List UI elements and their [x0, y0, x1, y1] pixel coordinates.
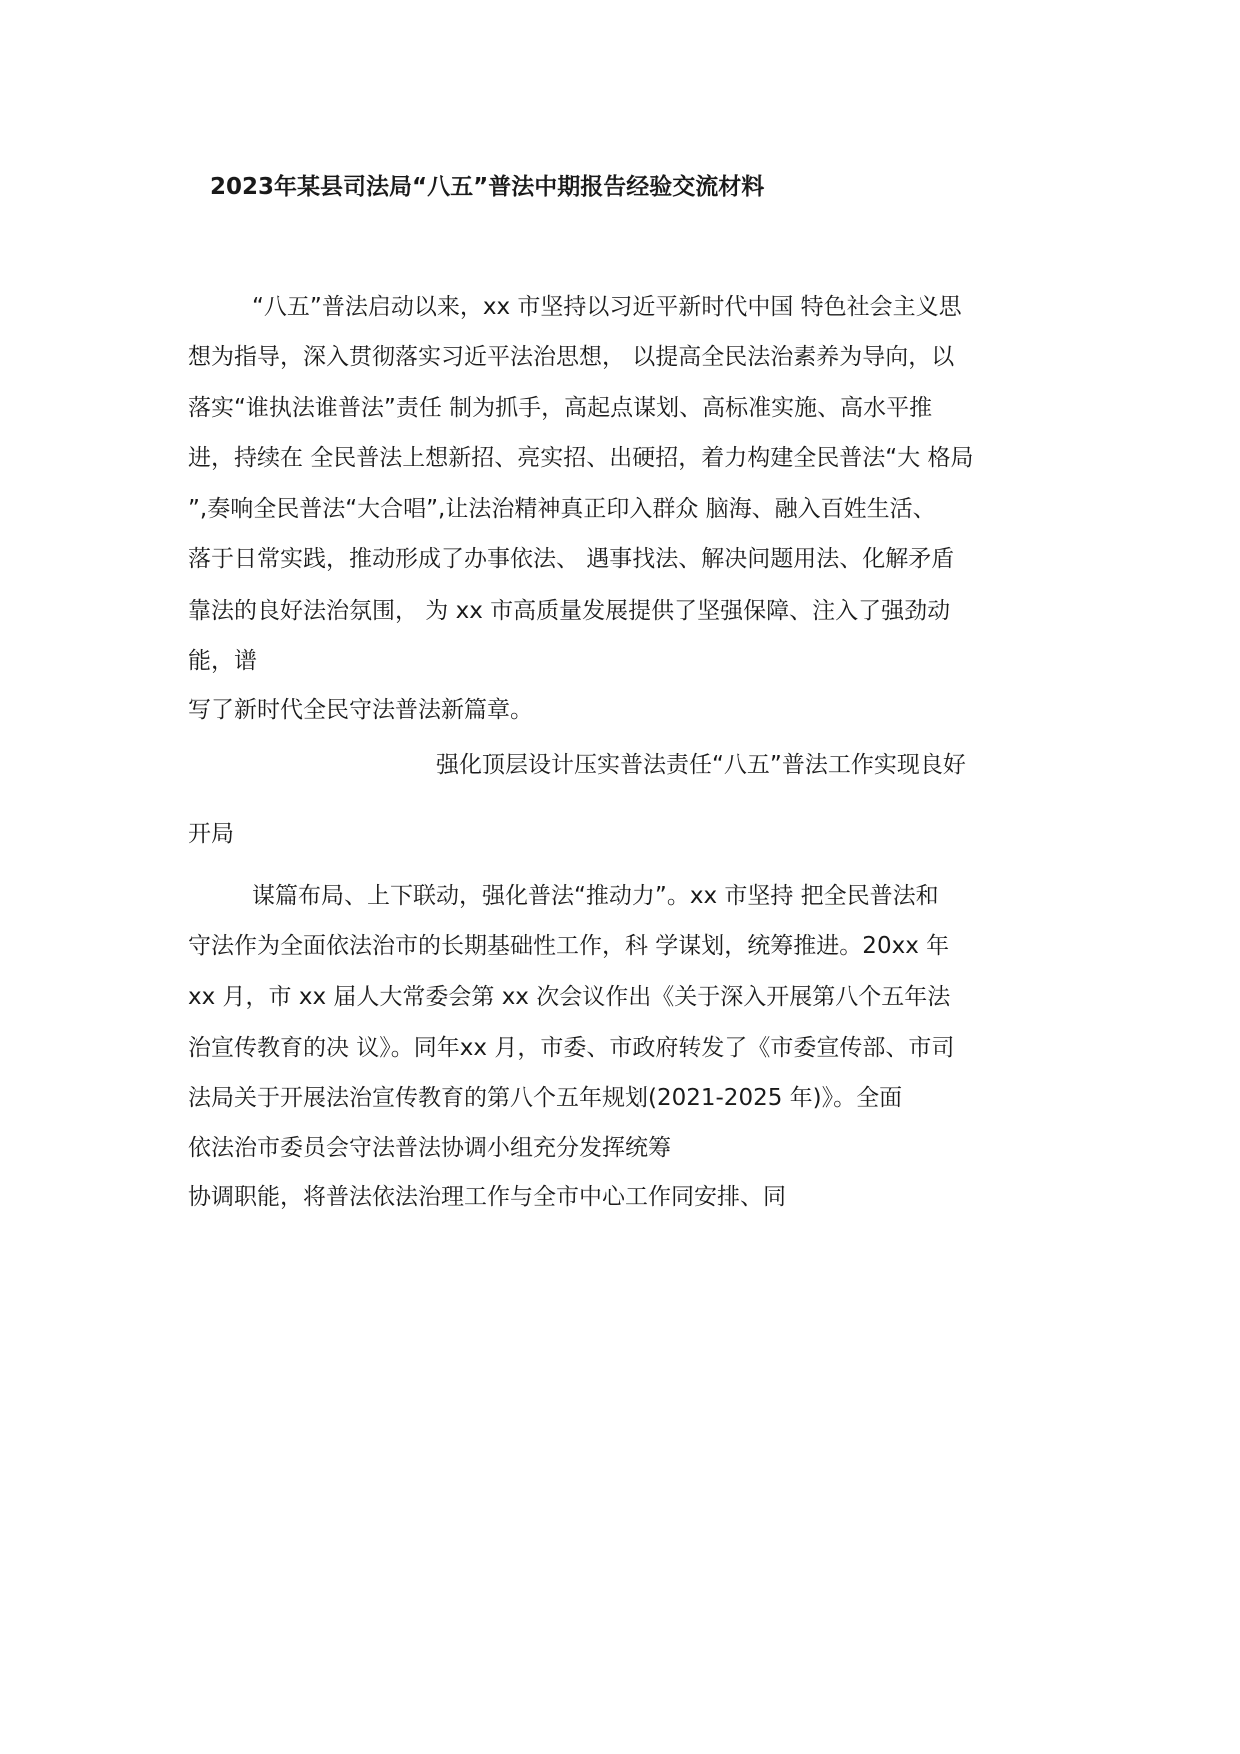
paragraph-1-line-6: 落于日常实践，推动形成了办事依法、 遇事找法、解决问题用法、化解矛盾 — [188, 546, 955, 572]
paragraph-2-line-4: 治宣传教育的决 议》。同年xx 月，市委、市政府转发了《市委宣传部、市司 — [188, 1035, 955, 1061]
paragraph-1-line-7: 靠法的良好法治氛围， 为 xx 市高质量发展提供了坚强保障、注入了强劲动 — [188, 598, 951, 624]
section-heading-line-2: 开局 — [188, 821, 234, 847]
document-title: 2023年某县司法局“八五”普法中期报告经验交流材料 — [210, 174, 765, 200]
paragraph-1-line-5: ”,奏响全民普法“大合唱”,让法治精神真正印入群众 脑海、融入百姓生活、 — [188, 496, 936, 522]
paragraph-1-line-4: 进，持续在 全民普法上想新招、亮实招、出硬招，着力构建全民普法“大 格局 — [188, 445, 974, 471]
paragraph-2-line-7: 协调职能，将普法依法治理工作与全市中心工作同安排、同 — [188, 1184, 786, 1210]
paragraph-2-line-2: 守法作为全面依法治市的长期基础性工作，科 学谋划，统筹推进。20xx 年 — [188, 933, 950, 959]
paragraph-2-line-1: 谋篇布局、上下联动，强化普法“推动力”。xx 市坚持 把全民普法和 — [252, 883, 939, 909]
paragraph-2-line-3: xx 月，市 xx 届人大常委会第 xx 次会议作出《关于深入开展第八个五年法 — [188, 984, 951, 1010]
paragraph-2-line-6: 依法治市委员会守法普法协调小组充分发挥统筹 — [188, 1135, 671, 1161]
paragraph-2-line-5: 法局关于开展法治宣传教育的第八个五年规划(2021-2025 年)》。全面 — [188, 1085, 903, 1111]
paragraph-1-line-1: “八五”普法启动以来，xx 市坚持以习近平新时代中国 特色社会主义思 — [252, 294, 962, 320]
paragraph-1-line-2: 想为指导，深入贯彻落实习近平法治思想， 以提高全民法治素养为导向，以 — [188, 344, 955, 370]
paragraph-1-line-8: 能，谱 — [188, 648, 257, 674]
section-heading-line-1: 强化顶层设计压实普法责任“八五”普法工作实现良好 — [436, 752, 966, 778]
paragraph-1-line-9: 写了新时代全民守法普法新篇章。 — [188, 697, 533, 723]
paragraph-1-line-3: 落实“谁执法谁普法”责任 制为抓手，高起点谋划、高标准实施、高水平推 — [188, 395, 933, 421]
